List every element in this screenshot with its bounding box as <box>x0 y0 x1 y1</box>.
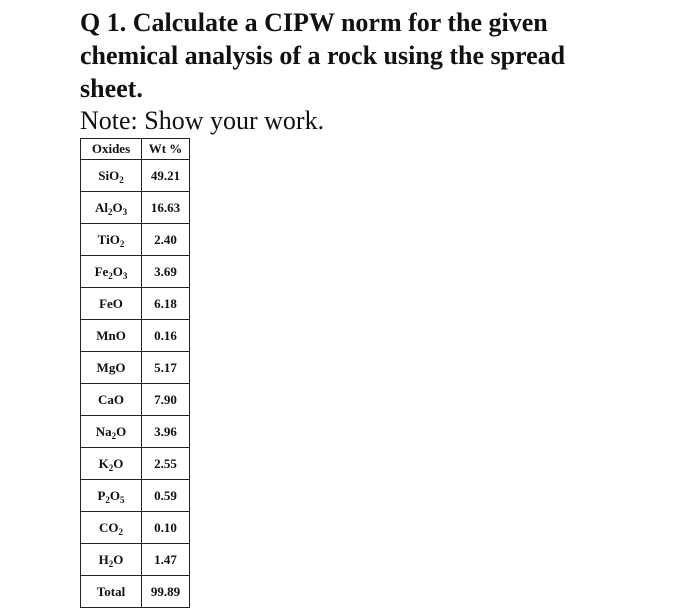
wt-percent-cell: 0.59 <box>142 480 190 512</box>
oxide-symbol: SiO <box>98 167 120 183</box>
table-row <box>81 576 190 608</box>
table-row <box>81 320 190 352</box>
note-text: Note: Show your work. <box>80 106 325 135</box>
wt-percent-cell: 1.47 <box>142 544 190 576</box>
wt-percent-cell: 6.18 <box>142 288 190 320</box>
oxide-subscript: 2 <box>107 206 113 217</box>
wt-percent-cell: 0.10 <box>142 512 190 544</box>
header-oxides: Oxides <box>81 139 142 160</box>
oxide-subscript: 2 <box>119 238 125 249</box>
oxide-subscript-2: 5 <box>120 494 125 505</box>
oxide-name-cell <box>81 448 142 480</box>
oxide-subscript: 2 <box>108 462 114 473</box>
wt-percent-cell: 5.17 <box>142 352 190 384</box>
oxide-symbol: H <box>98 551 109 567</box>
table-row <box>81 288 190 320</box>
oxide-name-cell <box>81 480 142 512</box>
oxide-subscript: 2 <box>118 526 123 537</box>
table-row <box>81 224 190 256</box>
oxide-name-cell <box>81 288 142 320</box>
wt-percent-cell: 3.96 <box>142 416 190 448</box>
oxide-symbol: Al <box>94 199 108 215</box>
table-row <box>81 480 190 512</box>
oxide-subscript-2: 3 <box>122 270 128 281</box>
oxide-symbol: MnO <box>96 327 126 343</box>
oxide-subscript: 2 <box>105 494 110 505</box>
oxide-symbol-tail: O <box>113 551 124 567</box>
table-row <box>81 512 190 544</box>
oxide-subscript-2: 3 <box>122 206 128 217</box>
table-row <box>81 160 190 192</box>
oxide-symbol: CO <box>99 519 119 535</box>
wt-percent-cell: 16.63 <box>142 192 190 224</box>
oxide-subscript: 2 <box>111 430 117 441</box>
oxide-name-cell <box>81 256 142 288</box>
oxide-symbol-tail: O <box>109 487 121 503</box>
question-text <box>80 6 680 105</box>
oxide-symbol: CaO <box>98 391 124 407</box>
wt-percent-cell: 2.55 <box>142 448 190 480</box>
question-line-2: chemical analysis of a rock using the spread <box>80 41 566 70</box>
oxide-symbol-tail: O <box>116 423 127 439</box>
oxide-name-cell <box>81 192 142 224</box>
wt-percent-cell: 3.69 <box>142 256 190 288</box>
oxide-name-cell <box>81 384 142 416</box>
oxide-name-cell <box>81 416 142 448</box>
oxide-subscript: 2 <box>108 270 113 281</box>
oxide-subscript: 2 <box>108 558 114 569</box>
table-row <box>81 416 190 448</box>
wt-percent-cell: 99.89 <box>142 576 190 608</box>
question-line-3: sheet. <box>80 74 143 103</box>
oxide-name-cell <box>81 160 142 192</box>
table-row <box>81 448 190 480</box>
wt-percent-cell: 2.40 <box>142 224 190 256</box>
oxide-symbol: Total <box>96 583 126 599</box>
oxide-symbol: Na <box>95 423 112 439</box>
table-row <box>81 352 190 384</box>
wt-percent-cell: 7.90 <box>142 384 190 416</box>
table-row <box>81 384 190 416</box>
wt-percent-cell: 49.21 <box>142 160 190 192</box>
oxide-subscript: 2 <box>119 174 124 185</box>
oxide-name-cell <box>81 576 142 608</box>
oxide-symbol-tail: O <box>112 263 123 279</box>
table-row <box>81 544 190 576</box>
table-header-row <box>81 139 190 160</box>
header-wt-percent: Wt % <box>142 139 190 160</box>
oxide-symbol: K <box>98 455 109 471</box>
oxide-symbol: FeO <box>99 295 123 311</box>
oxide-symbol: P <box>97 487 106 503</box>
table-row <box>81 256 190 288</box>
oxide-table <box>80 138 190 608</box>
oxide-symbol: MgO <box>96 359 126 375</box>
oxide-name-cell <box>81 544 142 576</box>
wt-percent-cell: 0.16 <box>142 320 190 352</box>
oxide-symbol-tail: O <box>113 455 124 471</box>
oxide-name-cell <box>81 352 142 384</box>
oxide-symbol-tail: O <box>112 199 123 215</box>
question-line-1: Q 1. Calculate a CIPW norm for the given <box>80 8 548 37</box>
oxide-name-cell <box>81 512 142 544</box>
oxide-symbol: Fe <box>94 263 109 279</box>
oxide-symbol: TiO <box>97 231 120 247</box>
table-row <box>81 192 190 224</box>
table-body <box>81 160 190 608</box>
oxide-name-cell <box>81 320 142 352</box>
oxide-name-cell <box>81 224 142 256</box>
